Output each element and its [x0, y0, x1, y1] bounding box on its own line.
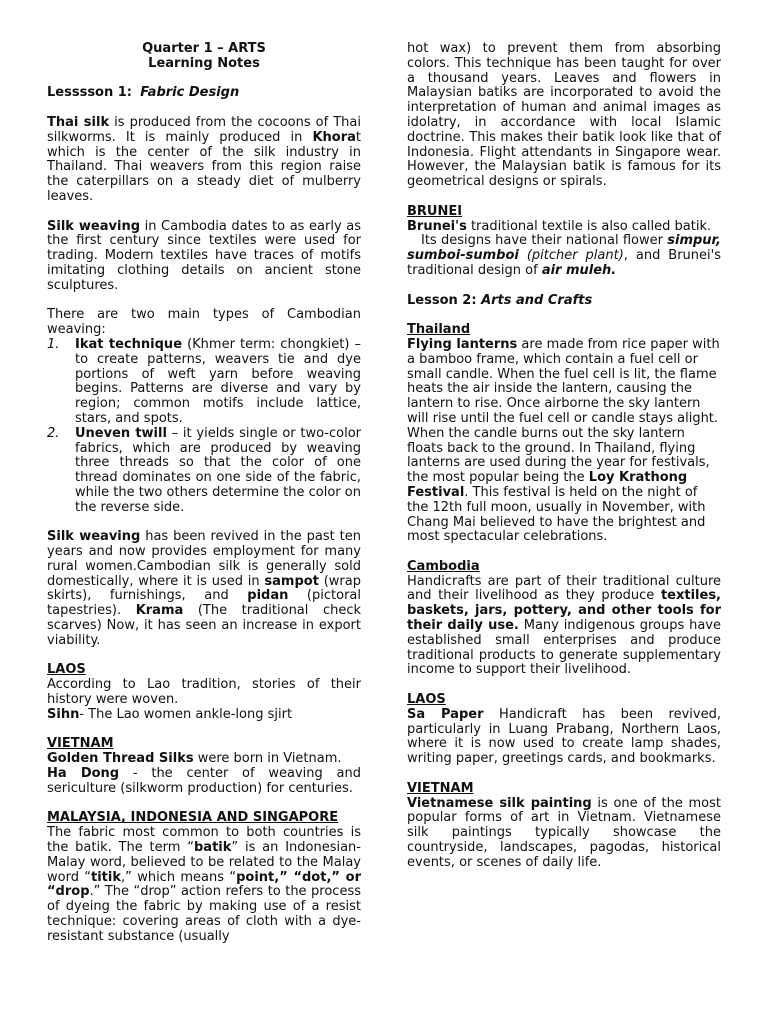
laos-heading: LAOS	[47, 662, 86, 678]
brunei-design-paragraph: Its designs have their national flower simpur, sumboi-sumboi (pitcher plant), and Brunei's traditional design of air muleh.	[407, 233, 721, 278]
sa-paper-paragraph: Sa Paper Handicraft has been revived, particularly in Luang Prabang, Northern Laos, where it is now used to create lamp shades, writing paper, greetings cards, and bookmarks.	[407, 706, 721, 767]
list-item: 2. Uneven twill – it yields single or two-color fabrics, which are produced by weaving three threads so that the color of one thread dominates on one side of the fabric, while the two others determine the color on the reverse side.	[47, 425, 361, 515]
document-subtitle: Learning Notes	[148, 55, 260, 71]
laos-paragraph: According to Lao tradition, stories of their history were woven.	[47, 677, 361, 708]
lesson2-heading: Lesson 2: Arts and Crafts	[407, 292, 593, 308]
left-column	[47, 42, 361, 945]
ha-dong-paragraph: Ha Dong - the center of weaving and sericulture (silkworm production) for centuries.	[47, 766, 361, 796]
batik-paragraph-continued: hot wax) to prevent them from absorbing colors. This technique has been taught for over a thousand years. Leaves and flowers in Malaysian batiks are incorporated to avoid the interpretation of human and animal images as idolatry, in accordance with local Islamic doctrine. This makes their batik look like that of Indonesia. Flight attendants in Singapore wear. However, the Malaysian batik is famous for its geometrical designs or spirals.	[407, 41, 721, 190]
brunei-paragraph: Brunei's traditional textile is also called batik.	[407, 218, 712, 234]
weaving-types-intro: There are two main types of Cambodian weaving:	[47, 307, 361, 338]
golden-thread-line: Golden Thread Silks were born in Vietnam.	[47, 751, 342, 767]
brunei-heading: BRUNEI	[407, 203, 463, 219]
document-title: Quarter 1 – ARTS	[142, 41, 266, 56]
vietnam-heading: VIETNAM	[47, 736, 114, 752]
right-column	[407, 42, 721, 871]
batik-paragraph: The fabric most common to both countries is the batik. The term “batik” is an Indonesian-Malay word, believed to be related to the Malay word “titik,” which means “point,” “dot,” or “drop.” The “drop” action refers to the process of dyeing the fabric by making use of a resist technique: covering areas of cloth with a dye-resistant substance (usually	[47, 825, 361, 944]
vietnam-crafts-heading: VIETNAM	[407, 780, 474, 796]
thai-silk-paragraph: Thai silk is produced from the cocoons of Thai silkworms. It is mainly produced in Khorat which is the center of the silk industry in Thailand. Thai weavers from this region raise the caterpillars on a steady diet of mulberry leaves.	[47, 114, 361, 204]
sihn-line: Sihn- The Lao women ankle-long sjirt	[47, 706, 293, 722]
laos-crafts-heading: LAOS	[407, 692, 446, 708]
lesson1-heading: Lesssson 1: Fabric Design	[47, 85, 240, 101]
weaving-types-list	[47, 338, 361, 516]
flying-lanterns-paragraph: Flying lanterns are made from rice paper with a bamboo frame, which contain a fuel cell or small candle. When the fuel cell is lit, the flame heats the air inside the lantern, causing the lantern to rise. Once airborne the sky lantern will rise until the fuel cell or candle stays alight. When the candle burns out the sky lantern floats back to the ground. In Thailand, flying lanterns are used during the year for festivals, the most popular being the Loy Krathong Festival. This festival is held on the night of the 12th full moon, usually in November, with Chang Mai believed to have the brightest and most spectacular celebrations.	[407, 336, 720, 545]
malaysia-indonesia-singapore-heading: MALAYSIA, INDONESIA AND SINGAPORE	[47, 810, 339, 826]
thailand-heading: Thailand	[407, 322, 471, 338]
silk-revival-paragraph: Silk weaving has been revived in the past ten years and now provides employment for many rural women.Cambodian silk is generally sold domestically, where it is used in sampot (wrap skirts), furnishings, and pidan (pictoral tapestries). Krama (The traditional check scarves) Now, it has seen an increase in export viability.	[47, 529, 362, 648]
list-item: 1. Ikat technique (Khmer term: chongkiet) – to create patterns, weavers tie and dye portions of weft yarn before weaving begins. Patterns are diverse and vary by region; common motifs include lattice, stars, and spots.	[47, 336, 362, 426]
cambodia-silk-paragraph: Silk weaving in Cambodia dates to as early as the first century since textiles were used for trading. Modern textiles have traces of motifs imitating clothing details on ancient stone sculptures.	[47, 218, 361, 293]
silk-painting-paragraph: Vietnamese silk painting is one of the most popular forms of art in Vietnam. Vietnamese silk paintings typically showcase the countryside, landscapes, pagodas, historical events, or scenes of daily life.	[407, 795, 721, 870]
cambodia-heading: Cambodia	[407, 558, 480, 574]
handicrafts-paragraph: Handicrafts are part of their traditional culture and their livelihood as they produce textiles, baskets, jars, pottery, and other tools for their daily use. Many indigenous groups have established small enterprises and produce traditional products to generate supplementary income to support their livelihood.	[407, 573, 722, 678]
